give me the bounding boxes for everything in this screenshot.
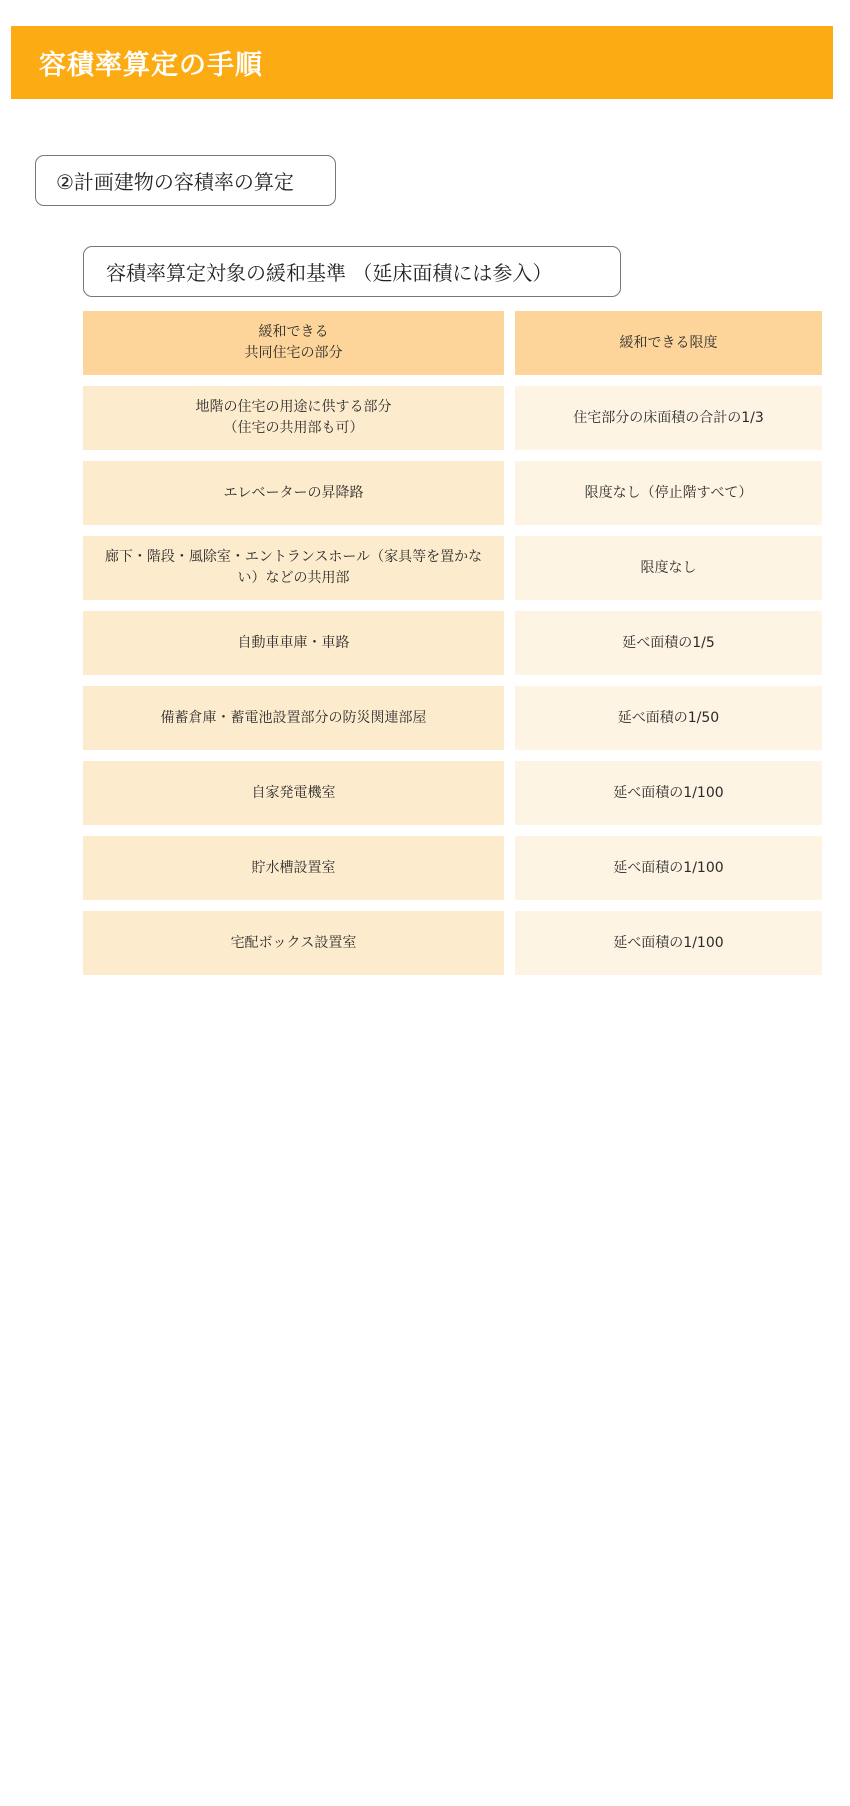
cell-part — [83, 911, 504, 975]
part-text: 自動車車庫・車路 — [237, 634, 350, 651]
table-row — [83, 536, 822, 600]
limit-text: 延べ面積の1/100 — [613, 934, 724, 951]
limit-text: 延べ面積の1/5 — [622, 634, 715, 651]
header-limit-label: 緩和できる限度 — [619, 334, 718, 351]
header-cell-limit — [515, 311, 822, 375]
part-text: 自家発電機室 — [251, 784, 336, 801]
table-row — [83, 761, 822, 825]
limit-text: 限度なし — [640, 559, 697, 576]
limit-text: 延べ面積の1/50 — [617, 709, 720, 726]
limit-text: 住宅部分の床面積の合計の1/3 — [573, 409, 764, 426]
cell-limit — [515, 386, 822, 450]
part-text: エレベーターの昇降路 — [223, 484, 364, 501]
table-row — [83, 686, 822, 750]
table-header-row — [83, 311, 822, 375]
part-text: 備蓄倉庫・蓄電池設置部分の防災関連部屋 — [160, 709, 427, 726]
part-text: 廊下・階段・風除室・エントランスホール（家具等を置かない）などの共用部 — [104, 549, 483, 586]
cell-limit — [515, 461, 822, 525]
relaxation-table — [83, 311, 822, 986]
cell-part — [83, 611, 504, 675]
header-part-label: 緩和できる 共同住宅の部分 — [244, 324, 343, 361]
cell-part — [83, 686, 504, 750]
part-text: 宅配ボックス設置室 — [230, 934, 357, 951]
header-cell-part — [83, 311, 504, 375]
table-row — [83, 461, 822, 525]
limit-text: 延べ面積の1/100 — [613, 859, 724, 876]
part-text: 地階の住宅の用途に供する部分 （住宅の共用部も可） — [195, 399, 392, 436]
limit-text: 限度なし（停止階すべて） — [584, 484, 753, 501]
subsection-title: 容積率算定対象の緩和基準 （延床面積には参入） — [83, 246, 621, 297]
part-text: 貯水槽設置室 — [251, 859, 336, 876]
cell-part — [83, 761, 504, 825]
table-row — [83, 386, 822, 450]
cell-part — [83, 386, 504, 450]
section-title: ②計画建物の容積率の算定 — [35, 155, 336, 206]
cell-limit — [515, 686, 822, 750]
cell-limit — [515, 911, 822, 975]
cell-limit — [515, 536, 822, 600]
cell-limit — [515, 611, 822, 675]
table-row — [83, 836, 822, 900]
cell-part — [83, 836, 504, 900]
page-title: 容積率算定の手順 — [39, 50, 263, 81]
limit-text: 延べ面積の1/100 — [613, 784, 724, 801]
cell-limit — [515, 761, 822, 825]
cell-part — [83, 536, 504, 600]
table-row — [83, 611, 822, 675]
cell-part — [83, 461, 504, 525]
page-header — [11, 26, 833, 99]
table-row — [83, 911, 822, 975]
cell-limit — [515, 836, 822, 900]
